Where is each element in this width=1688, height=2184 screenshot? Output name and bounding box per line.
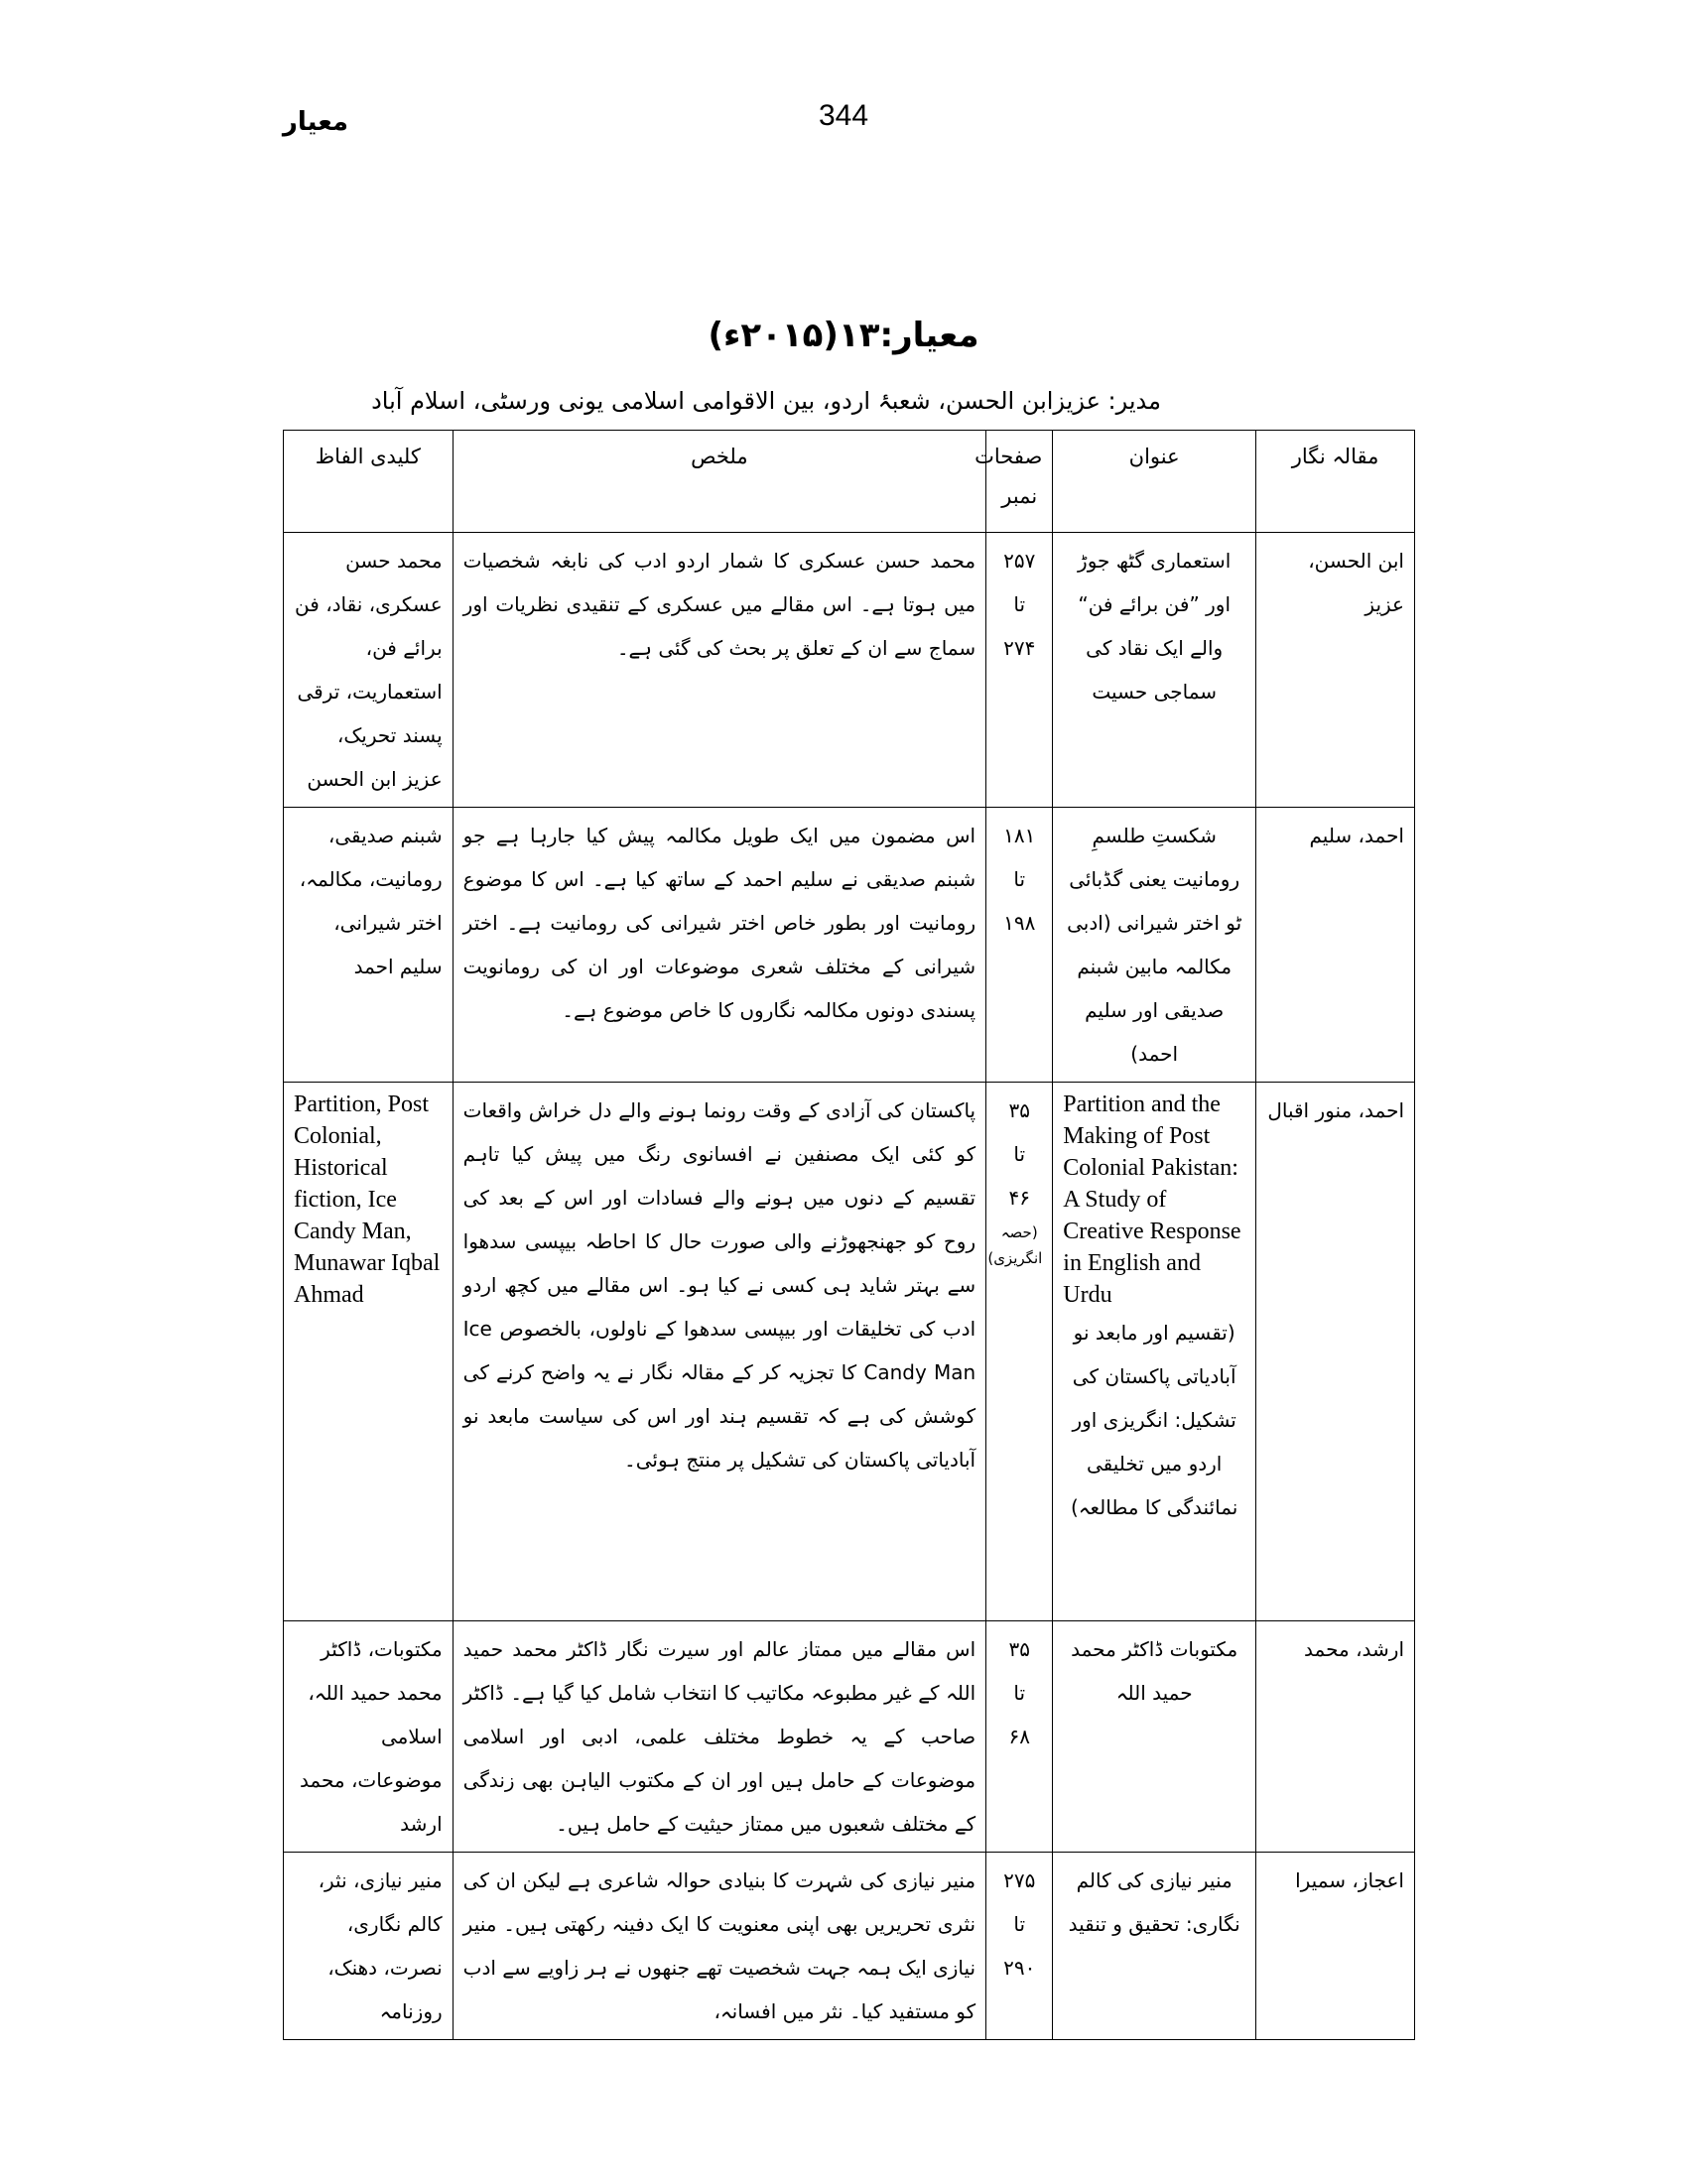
title-english: Partition and the Making of Post Colonial Pakistan: A Study of Creative Response in English and Urdu — [1063, 1092, 1241, 1308]
page-sep: تا — [1013, 592, 1026, 616]
summary-cell: محمد حسن عسکری کا شمار اردو ادب کی نابغہ شخصیات میں ہوتا ہے۔ اس مقالے میں عسکری کے تنقیدی نظریات اور سماج سے ان کے تعلق پر بحث کی گئی ہے۔ — [453, 533, 985, 808]
pages-cell — [986, 1083, 1053, 1621]
page-start: ۳۵ — [1008, 1098, 1030, 1122]
editor-line: مدیر: عزیزابن الحسن، شعبۂ اردو، بین الاقوامی اسلامی یونی ورسٹی، اسلام آباد — [371, 387, 1161, 415]
author-cell: اعجاز، سمیرا — [1256, 1853, 1415, 2040]
page-sep: تا — [1013, 1912, 1026, 1936]
summary-cell: اس مضمون میں ایک طویل مکالمہ پیش کیا جارہا ہے جو شبنم صدیقی نے سلیم احمد کے ساتھ کیا ہے۔ اس کا موضوع رومانیت اور بطور خاص اختر شیرانی کی رومانیت ہے۔ اختر شیرانی کے مختلف شعری موضوعات اور ان کی رومانویت پسندی دونوں مکالمہ نگاروں کا خاص موضوع ہے۔ — [453, 808, 985, 1083]
keywords-cell: شبنم صدیقی، رومانیت، مکالمہ، اختر شیرانی، سلیم احمد — [284, 808, 454, 1083]
running-head: معیار — [282, 107, 348, 137]
summary-cell: پاکستان کی آزادی کے وقت رونما ہونے والے دل خراش واقعات کو کئی ایک مصنفین نے افسانوی رنگ میں پیش کیا تاہم تقسیم کے دنوں میں ہونے والے فسادات اور اس کے بعد کی روح کو جھنجھوڑنے والی صورت حال کا احاطہ بیپسی سدھوا سے بہتر شاید ہی کسی نے کیا ہو۔ اس مقالے میں کچھ اردو ادب کی تخلیقات اور بیپسی سدھوا کے ناولوں، بالخصوص Ice Candy Man کا تجزیہ کر کے مقالہ نگار نے یہ واضح کرنے کی کوشش کی ہے کہ تقسیم ہند اور اس کی سیاست مابعد نو آبادیاتی پاکستان کی تشکیل پر منتج ہوئی۔ — [453, 1083, 985, 1621]
pages-cell — [986, 808, 1053, 1083]
page-number: 344 — [818, 99, 869, 132]
page-sep: تا — [1013, 1142, 1026, 1166]
title-cell — [1053, 1621, 1256, 1853]
page-sep: تا — [1013, 1681, 1026, 1705]
keywords-cell — [284, 1083, 454, 1621]
page-end: ۲۹۰ — [1003, 1956, 1036, 1980]
page-start: ۱۸۱ — [1003, 824, 1036, 847]
title-cell — [1053, 1083, 1256, 1621]
keywords-cell: منیر نیازی، نثر، کالم نگاری، نصرت، دھنک، روزنامہ — [284, 1853, 454, 2040]
page-sep: تا — [1013, 867, 1026, 891]
header-summary: ملخص — [453, 431, 985, 533]
summary-cell: اس مقالے میں ممتاز عالم اور سیرت نگار ڈاکٹر محمد حمید اللہ کے غیر مطبوعہ مکاتیب کا انتخاب شامل کیا گیا ہے۔ ڈاکٹر صاحب کے یہ خطوط مختلف علمی، ادبی اور اسلامی موضوعات کے حامل ہیں اور ان کے مکتوب الیاہن بھی زندگی کے مختلف شعبوں میں ممتاز حیثیت کے حامل ہیں۔ — [453, 1621, 985, 1853]
issue-title: معیار:۱۳(۲۰۱۵ء) — [708, 316, 979, 355]
title-urdu: استعماری گٹھ جوڑ اور ”فن برائے فن“ والے ایک نقاد کی سماجی حسیت — [1078, 549, 1232, 704]
pages-cell — [986, 1621, 1053, 1853]
page-end: ۲۷۴ — [1003, 636, 1036, 660]
page-start: ۲۷۵ — [1003, 1868, 1036, 1892]
author-cell: ارشد، محمد — [1256, 1621, 1415, 1853]
table-row — [284, 1621, 1415, 1853]
pages-cell — [986, 1853, 1053, 2040]
page-start: ۲۵۷ — [1003, 549, 1036, 573]
header-keywords: کلیدی الفاظ — [284, 431, 454, 533]
table-row — [284, 808, 1415, 1083]
summary-cell: منیر نیازی کی شہرت کا بنیادی حوالہ شاعری ہے لیکن ان کی نثری تحریریں بھی اپنی معنویت کا ایک دفینہ رکھتی ہیں۔ منیر نیازی ایک ہمہ جہت شخصیت تھے جنھوں نے ہر زاویے سے ادب کو مستفید کیا۔ نثر میں افسانہ، — [453, 1853, 985, 2040]
header-title: عنوان — [1053, 431, 1256, 533]
title-cell — [1053, 1853, 1256, 2040]
pages-note: انگریزی) — [987, 1249, 1043, 1267]
header-pages: صفحات نمبر — [986, 431, 1053, 533]
header-author: مقالہ نگار — [1256, 431, 1415, 533]
table-header-row — [284, 431, 1415, 533]
table-row — [284, 1083, 1415, 1621]
title-urdu: شکستِ طلسمِ رومانیت یعنی گڈبائی ٹو اختر شیرانی (ادبی مکالمہ مابین شبنم صدیقی اور سلیم احمد) — [1067, 824, 1242, 1066]
page-start: ۳۵ — [1008, 1637, 1030, 1661]
keywords-english: Partition, Post Colonial, Historical fiction, Ice Candy Man, Munawar Iqbal Ahmad — [294, 1092, 441, 1308]
title-urdu: مکتوبات ڈاکٹر محمد حمید اللہ — [1071, 1637, 1238, 1705]
table-row — [284, 533, 1415, 808]
keywords-cell: مکتوبات، ڈاکٹر محمد حمید اللہ، اسلامی موضوعات، محمد ارشد — [284, 1621, 454, 1853]
page-end: ۱۹۸ — [1003, 911, 1036, 935]
articles-table — [283, 430, 1415, 2040]
title-urdu: منیر نیازی کی کالم نگاری: تحقیق و تنقید — [1068, 1868, 1240, 1936]
title-cell — [1053, 808, 1256, 1083]
pages-cell — [986, 533, 1053, 808]
pages-note: (حصہ — [1000, 1223, 1038, 1241]
author-cell: احمد، سلیم — [1256, 808, 1415, 1083]
author-cell: احمد، منور اقبال — [1256, 1083, 1415, 1621]
table-row — [284, 1853, 1415, 2040]
page-end: ۴۶ — [1008, 1186, 1030, 1210]
keywords-cell: محمد حسن عسکری، نقاد، فن برائے فن، استعماریت، ترقی پسند تحریک، عزیز ابن الحسن — [284, 533, 454, 808]
author-cell: ابن الحسن، عزیز — [1256, 533, 1415, 808]
page-end: ۶۸ — [1008, 1725, 1030, 1748]
title-urdu: (تقسیم اور مابعد نو آبادیاتی پاکستان کی تشکیل: انگریزی اور اردو میں تخلیقی نمائندگی کا مطالعہ) — [1071, 1321, 1238, 1519]
title-cell — [1053, 533, 1256, 808]
